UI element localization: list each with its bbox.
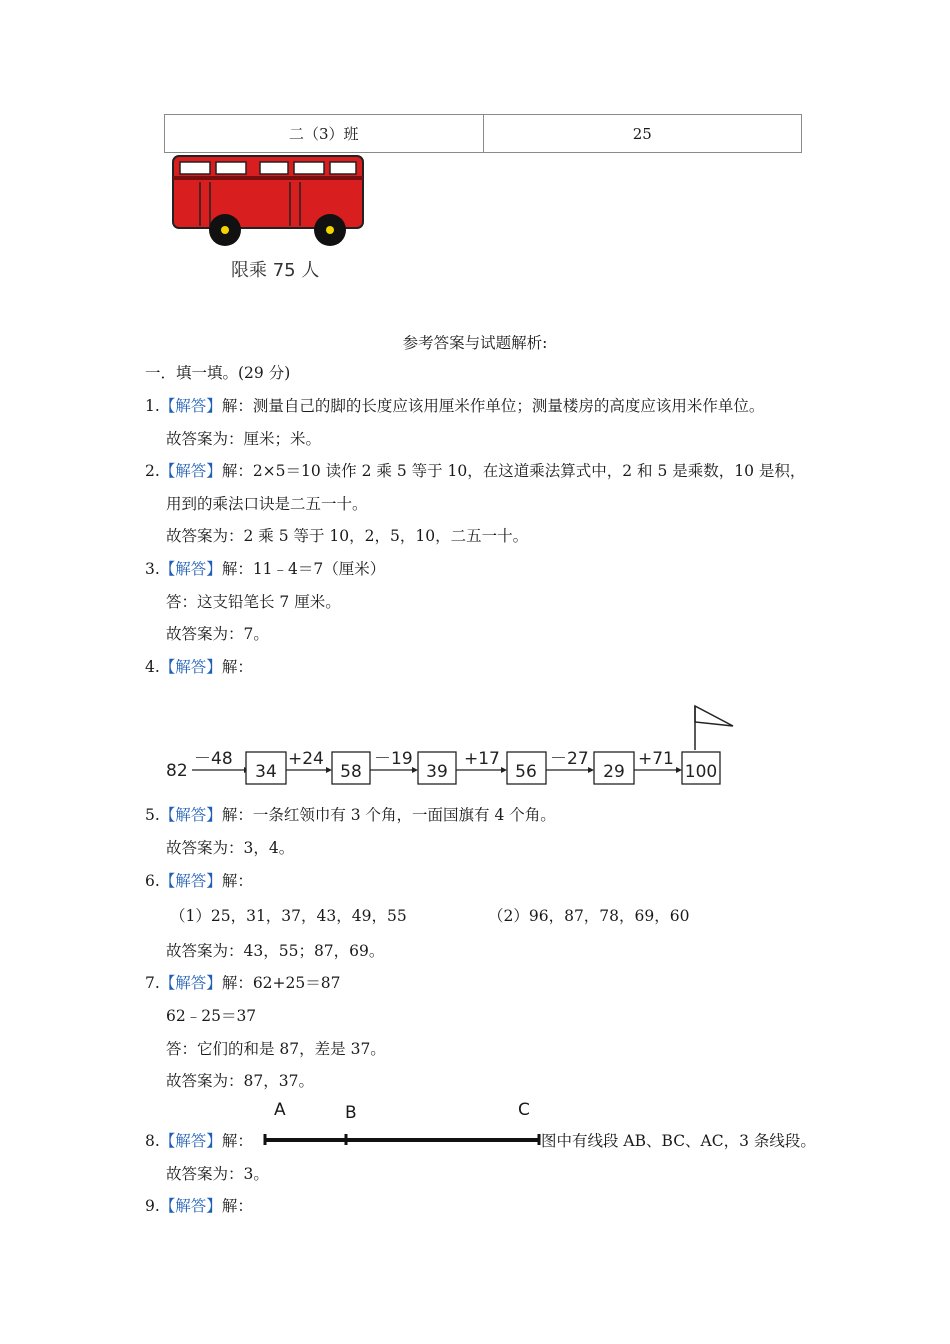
q4-number: 4. [145,658,160,676]
q6-line [145,871,253,891]
q2-number: 2. [145,462,160,480]
q3-answer: 故答案为：7。 [166,625,269,643]
q9-text: 解： [221,1197,253,1215]
chain-op-6: +71 [638,749,674,769]
q2-tag: 【解答】 [159,462,222,480]
q1-line [145,396,764,416]
q5-text: 解：一条红领巾有 3 个角，一面国旗有 4 个角。 [221,806,556,824]
q6-tag: 【解答】 [159,872,222,890]
q8-number: 8. [145,1132,160,1150]
q7-reply: 答：它们的和是 87，差是 37。 [166,1040,386,1058]
q4-text: 解： [221,658,253,676]
q9-tag: 【解答】 [159,1197,222,1215]
q7-line-2: 62﹣25＝37 [166,1007,257,1025]
q8-line [145,1131,253,1151]
chain-op-3: －19 [374,749,413,769]
q1-answer: 故答案为：厘米；米。 [166,430,322,448]
q4-tag: 【解答】 [159,658,222,676]
chain-op-1: －48 [194,749,233,769]
q6-answer: 故答案为：43，55；87，69。 [166,942,385,960]
chain-box-5: 29 [603,762,625,782]
class-name-cell: 二（3）班 [288,125,359,143]
q2-text-continued: 用到的乘法口诀是二五一十。 [166,495,368,513]
q8-after-text: 图中有线段 AB、BC、AC，3 条线段。 [541,1132,816,1150]
q5-answer: 故答案为：3，4。 [166,839,295,857]
q3-reply: 答：这支铅笔长 7 厘米。 [166,593,341,611]
point-a-label: A [274,1100,286,1120]
q7-number: 7. [145,974,160,992]
chain-box-4: 56 [515,762,537,782]
chain-op-5: －27 [550,749,589,769]
q8-answer: 故答案为：3。 [166,1165,269,1183]
bus-icon [160,150,375,250]
q8-text: 解： [221,1132,253,1150]
q2-text: 解：2×5＝10 读作 2 乘 5 等于 10，在这道乘法算式中，2 和 5 是乘数，10 是积， [221,462,806,480]
chain-box-1: 34 [255,762,277,782]
q3-text: 解：11﹣4＝7（厘米） [221,560,386,578]
chain-op-2: +24 [288,749,324,769]
page-heading: 参考答案与试题解析: [402,334,548,352]
q1-text: 解：测量自己的脚的长度应该用厘米作单位；测量楼房的高度应该用米作单位。 [221,397,765,415]
q2-answer: 故答案为：2 乘 5 等于 10，2，5，10，二五一十。 [166,527,529,545]
q7-line [145,973,340,993]
q9-number: 9. [145,1197,160,1215]
q3-number: 3. [145,560,160,578]
chain-box-2: 58 [340,762,362,782]
chain-box-3: 39 [426,762,448,782]
point-b-label: B [345,1103,357,1123]
q5-tag: 【解答】 [159,806,222,824]
q3-tag: 【解答】 [159,560,222,578]
class-table [164,114,802,153]
chain-start: 82 [166,761,188,781]
calc-chain-diagram [160,700,740,796]
q5-number: 5. [145,806,160,824]
q6-sequence-1: （1）25，31，37，43，49，55 [170,907,407,925]
section-title: 一．填一填。(29 分) [145,364,291,382]
q7-text: 解：62+25＝87 [221,974,341,992]
bus-illustration [160,150,375,254]
q7-answer: 故答案为：87，37。 [166,1072,314,1090]
q4-line [145,657,253,677]
q7-tag: 【解答】 [159,974,222,992]
point-c-label: C [518,1100,530,1120]
chain-box-6: 100 [684,762,718,782]
q6-sequence-2: （2）96，87，78，69，60 [488,907,690,925]
q1-number: 1. [145,397,160,415]
q9-line [145,1196,253,1216]
q5-line [145,805,556,825]
q3-line [145,559,385,579]
q2-line [145,461,805,481]
count-cell: 25 [483,115,802,152]
q8-tag: 【解答】 [159,1132,222,1150]
bus-caption: 限乘 75 人 [231,260,320,281]
chain-op-4: +17 [464,749,500,769]
q6-text: 解： [221,872,253,890]
q1-tag: 【解答】 [159,397,222,415]
q6-number: 6. [145,872,160,890]
line-segment-diagram [262,1133,542,1151]
